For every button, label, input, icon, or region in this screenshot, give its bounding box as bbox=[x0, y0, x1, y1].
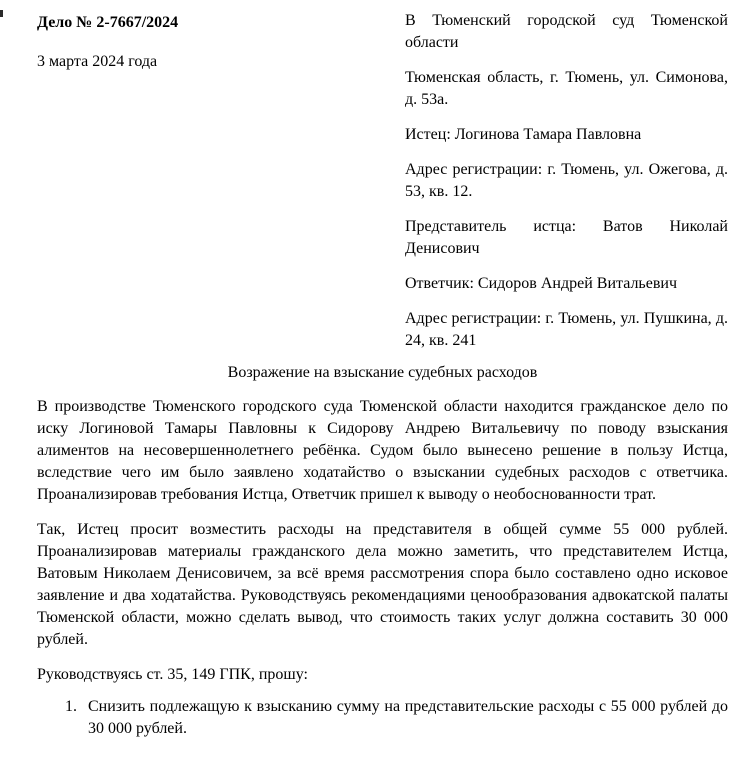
case-number: Дело № 2-7667/2024 bbox=[37, 14, 179, 31]
body-paragraph-2: Так, Истец просит возместить расходы на представителя в общей сумме 55 000 рублей. Проанализировав материалы гражданского дела можно заметить, что представителем Истца, Ватовым Николаем Денисовичем, за всё время рассмотрения спора было составлено одно исковое заявление и два ходатайства. Руководствуясь рекомендациями ценообразования адвокатской палаты Тюменской области, можно сделать вывод, что стоимость таких услуг должна составить 30 000 рублей. bbox=[37, 521, 728, 648]
addressee-representative: Представитель истца: Ватов Николай Денисович bbox=[405, 218, 728, 257]
addressee-court: В Тюменский городской суд Тюменской области bbox=[405, 12, 728, 51]
request-number: 1. bbox=[65, 698, 77, 715]
case-info-block bbox=[37, 10, 178, 73]
document-header bbox=[37, 10, 728, 352]
document-title: Возражение на взыскание судебных расходов bbox=[227, 364, 538, 381]
document-date: 3 марта 2024 года bbox=[37, 53, 158, 70]
addressee-defendant: Ответчик: Сидоров Андрей Витальевич bbox=[405, 275, 677, 292]
addressee-defendant-address: Адрес регистрации: г. Тюмень, ул. Пушкина, д. 24, кв. 241 bbox=[405, 310, 728, 349]
request-text: Снизить подлежащую к взысканию сумму на представительские расходы с 55 000 рублей до 30 000 рублей. bbox=[88, 698, 728, 737]
addressee-plaintiff: Истец: Логинова Тамара Павловна bbox=[405, 126, 642, 143]
addressee-block bbox=[405, 10, 728, 352]
scan-artifact bbox=[0, 10, 3, 17]
plea-intro: Руководствуясь ст. 35, 149 ГПК, прошу: bbox=[37, 666, 308, 683]
request-item bbox=[37, 696, 728, 740]
addressee-plaintiff-address: Адрес регистрации: г. Тюмень, ул. Ожегова, д. 53, кв. 12. bbox=[405, 161, 728, 200]
addressee-court-address: Тюменская область, г. Тюмень, ул. Симонова, д. 53а. bbox=[405, 69, 728, 108]
body-paragraph-1: В производстве Тюменского городского суда Тюменской области находится гражданское дело по иску Логиновой Тамары Павловны к Сидорову Андрею Витальевичу по поводу взыскания алиментов на несовершеннолетнего ребёнка. Судом было вынесено решение в пользу Истца, вследствие чего им было заявлено ходатайство о взыскании судебных расходов с ответчика. Проанализировав требования Истца, Ответчик пришел к выводу о необоснованности трат. bbox=[37, 398, 728, 503]
